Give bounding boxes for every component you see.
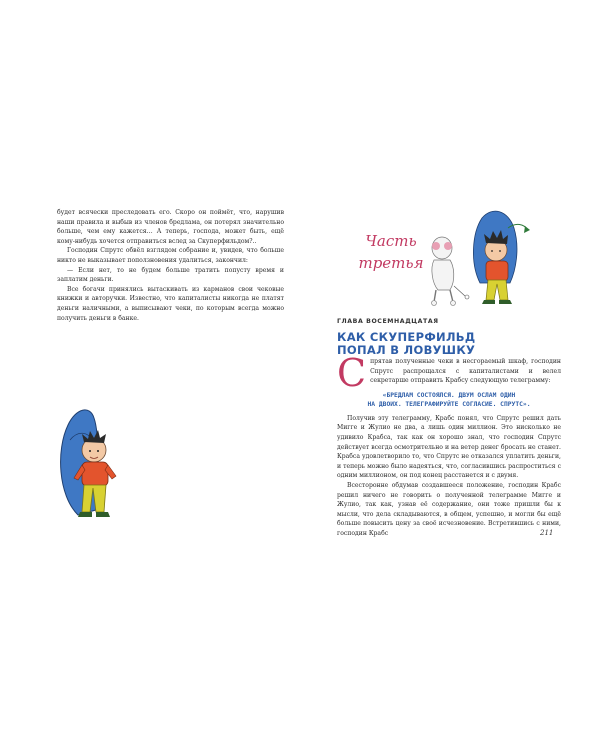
- part-title-line: Часть: [365, 232, 417, 250]
- telegram-line: НА ДВОИХ. ТЕЛЕГРАФИРУЙТЕ СОГЛАСИЕ. СПРУТС».: [367, 401, 531, 409]
- paragraph: Господин Спрутс обвёл взглядом собрание и, увидев, что больше никто не выказывает поползновения удалиться, закончил:: [57, 247, 284, 264]
- poodle-and-boy-illustration: [420, 208, 540, 308]
- paragraph: Все богачи принялись вытаскивать из карманов свои чековые книжки и авторучки. Известно, что капиталисты никогда не платят деньги наличными, а выписывают чеки, по которым всегда можно получить деньги в банке.: [57, 285, 284, 322]
- part-title-line: третья: [358, 254, 424, 272]
- chapter-body: [337, 351, 561, 539]
- paragraph: Получив эту телеграмму, Крабс понял, что Спрутс решил дать Мигге и Жулио не два, а лишь один миллион. Это нисколько не удивило Крабса, так как он хорошо знал, что господин Спрутс действует всегда осмотрительно и на ветер денег бросать не станет. Крабса удовлетворило то, что Спрутс не отказался уплатить деньги, и теперь можно было надеяться, что, согласившись распроститься с одним миллионом, он под конец расстанется и с двумя.: [337, 414, 561, 480]
- part-title: [356, 230, 426, 274]
- drop-cap: С: [337, 351, 367, 395]
- boy-illustration: [48, 400, 138, 530]
- telegram-line: «БРЕДЛАМ СОСТОЯЛСЯ. ДВУМ ОСЛАМ ОДИН: [382, 391, 516, 399]
- chapter-label: ГЛАВА ВОСЕМНАДЦАТАЯ: [337, 318, 439, 325]
- chapter-title-line: КАК СКУПЕРФИЛЬД: [337, 330, 476, 344]
- right-page: [300, 0, 600, 750]
- paragraph: будет всячески преследовать его. Скоро он поймёт, что, нарушив наши правила и выбыв из членов бредлама, он потерял значительно больше, чем ему кажется… А теперь, господа, может быть, ещё кому-нибудь хочется отправиться вслед за Скуперфильдом?..: [57, 209, 284, 245]
- paragraph: Всесторонне обдумав создавшееся положение, господин Крабс решил ничего не говорить о полученной телеграмме Мигге и Жулио, так как, узнав её содержание, они тоже пришли бы к мысли, что дела складываются, в общем, успешно, и могли бы ещё больше повысить цену за своё исчезновение. Встретившись с ними, господин Крабс: [337, 481, 561, 537]
- first-paragraph: прятав полученные чеки в несгораемый шкаф, господин Спрутс распрощался с капиталистами и велел секретарше отправить Крабсу следующую телеграмму:: [370, 358, 561, 385]
- left-text-block: [57, 208, 284, 323]
- chapter-title-line: ПОПАЛ В ЛОВУШКУ: [337, 343, 476, 357]
- page-number: 211: [540, 529, 554, 537]
- paragraph: — Если нет, то не будем больше тратить попусту время и заплатим деньги.: [57, 266, 284, 284]
- telegram-text: [337, 391, 561, 410]
